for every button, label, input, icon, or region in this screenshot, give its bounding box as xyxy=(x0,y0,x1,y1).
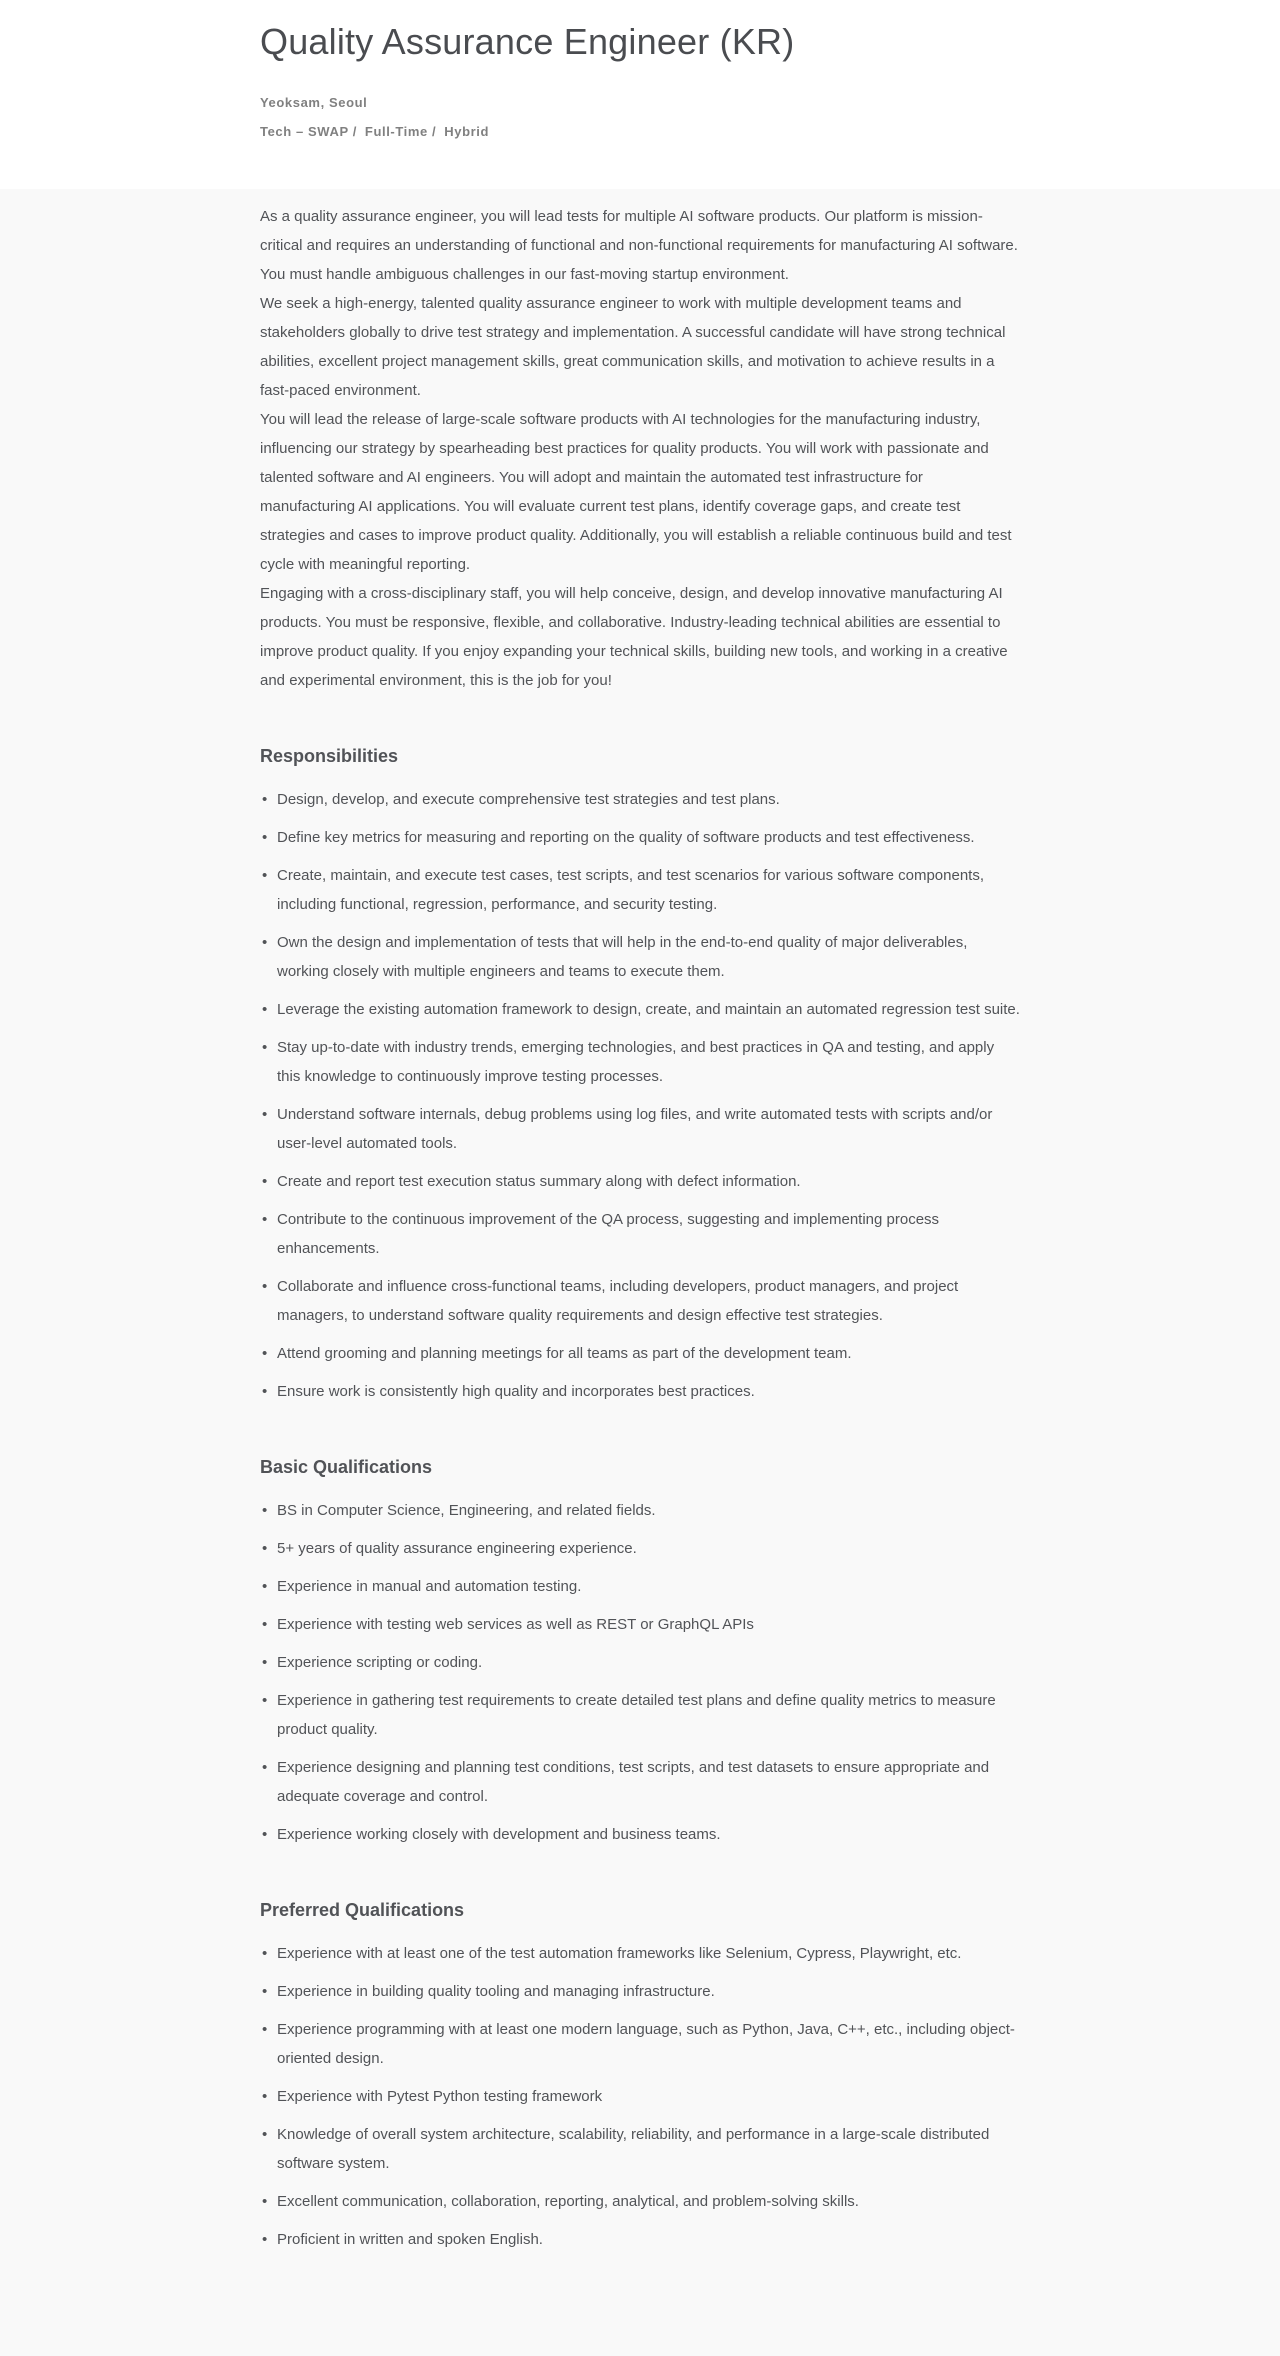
bullet-icon: • xyxy=(262,1502,268,1519)
bullet-icon: • xyxy=(262,1616,268,1633)
bullet-icon: • xyxy=(262,1759,268,1776)
bullet-icon: • xyxy=(262,1578,268,1595)
list-item-text: Knowledge of overall system architecture, scalability, reliability, and performance in a large-scale distributed software system. xyxy=(277,2126,990,2172)
list-item xyxy=(260,1686,1020,1744)
list-item xyxy=(260,1205,1020,1263)
basic-qualifications-section xyxy=(260,1453,1020,1849)
bullet-icon: • xyxy=(262,1001,268,1018)
bullet-icon: • xyxy=(262,2088,268,2105)
list-item-text: Create and report test execution status summary along with defect information. xyxy=(277,1173,801,1190)
list-item xyxy=(260,2225,1020,2254)
preferred-qualifications-section xyxy=(260,1896,1020,2254)
list-item xyxy=(260,2120,1020,2178)
list-item xyxy=(260,1753,1020,1811)
job-description xyxy=(260,202,1020,695)
list-item xyxy=(260,1820,1020,1849)
section-title: Basic Qualifications xyxy=(260,1457,433,1477)
section-title: Responsibilities xyxy=(260,746,399,766)
category-commitment: Full-Time / xyxy=(364,124,437,139)
list-item xyxy=(260,1377,1020,1406)
list-item-text: Define key metrics for measuring and reporting on the quality of software products and test effectiveness. xyxy=(277,829,975,846)
bullet-icon: • xyxy=(262,1278,268,1295)
list-item xyxy=(260,1033,1020,1091)
list-item-text: Experience in manual and automation testing. xyxy=(277,1578,582,1595)
list-item xyxy=(260,1977,1020,2006)
bullet-icon: • xyxy=(262,2231,268,2248)
description-paragraph: As a quality assurance engineer, you will lead tests for multiple AI software products. Our platform is mission-critical and requires an understanding of functional and non-functional requirements for manufacturing AI software. You must handle ambiguous challenges in our fast-moving startup environment. xyxy=(260,208,1018,283)
list-item xyxy=(260,1939,1020,1968)
bullet-icon: • xyxy=(262,1383,268,1400)
list-item-text: Collaborate and influence cross-functional teams, including developers, product managers, and project managers, to understand software quality requirements and design effective test strategies. xyxy=(277,1278,959,1324)
category-team: Tech – SWAP / xyxy=(260,124,357,139)
bullet-icon: • xyxy=(262,1692,268,1709)
list-item-text: Experience designing and planning test conditions, test scripts, and test datasets to ensure appropriate and adequate coverage and control. xyxy=(277,1759,990,1805)
list-item-text: Experience with at least one of the test automation frameworks like Selenium, Cypress, Playwright, etc. xyxy=(277,1945,962,1962)
description-paragraph: Engaging with a cross-disciplinary staff, you will help conceive, design, and develop innovative manufacturing AI products. You must be responsive, flexible, and collaborative. Industry-leading technical abilities are essential to improve product quality. If you enjoy expanding your technical skills, building new tools, and working in a creative and experimental environment, this is the job for you! xyxy=(260,585,1008,689)
description-paragraph: You will lead the release of large-scale software products with AI technologies for the manufacturing industry, influencing our strategy by spearheading best practices for quality products. You will work with passionate and talented software and AI engineers. You will adopt and maintain the automated test infrastructure for manufacturing AI applications. You will evaluate current test plans, identify coverage gaps, and create test strategies and cases to improve product quality. Additionally, you will establish a reliable continuous build and test cycle with meaningful reporting. xyxy=(260,411,1012,573)
list-item xyxy=(260,861,1020,919)
bullet-icon: • xyxy=(262,1345,268,1362)
responsibilities-section xyxy=(260,742,1020,1406)
description-paragraph: We seek a high-energy, talented quality assurance engineer to work with multiple development teams and stakeholders globally to drive test strategy and implementation. A successful candidate will have strong technical abilities, excellent project management skills, great communication skills, and motivation to achieve results in a fast-paced environment. xyxy=(260,295,1006,399)
list-item xyxy=(260,1496,1020,1525)
bullet-icon: • xyxy=(262,2193,268,2210)
bullet-icon: • xyxy=(262,1826,268,1843)
bullet-icon: • xyxy=(262,1540,268,1557)
posting-content xyxy=(0,189,1280,2283)
list-item xyxy=(260,1272,1020,1330)
list-item xyxy=(260,1167,1020,1196)
bullet-icon: • xyxy=(262,1654,268,1671)
list-item xyxy=(260,823,1020,852)
list-item-text: Stay up-to-date with industry trends, emerging technologies, and best practices in QA and testing, and apply this knowledge to continuously improve testing processes. xyxy=(277,1039,995,1085)
section-title: Preferred Qualifications xyxy=(260,1900,465,1920)
list-item-text: Leverage the existing automation framework to design, create, and maintain an automated regression test suite. xyxy=(277,1001,1020,1018)
bullet-icon: • xyxy=(262,829,268,846)
bullet-icon: • xyxy=(262,1106,268,1123)
list-item-text: Experience in building quality tooling and managing infrastructure. xyxy=(277,1983,715,2000)
bullet-icon: • xyxy=(262,1983,268,2000)
list-item-text: Own the design and implementation of tests that will help in the end-to-end quality of major deliverables, working closely with multiple engineers and teams to execute them. xyxy=(277,934,968,980)
list-item-text: Understand software internals, debug problems using log files, and write automated tests with scripts and/or user-level automated tools. xyxy=(277,1106,993,1152)
list-item-text: Attend grooming and planning meetings for all teams as part of the development team. xyxy=(277,1345,852,1362)
job-title: Quality Assurance Engineer (KR) xyxy=(260,21,795,62)
list-item xyxy=(260,1648,1020,1677)
job-categories xyxy=(260,117,1020,146)
bullet-icon: • xyxy=(262,1945,268,1962)
list-item-text: Experience programming with at least one modern language, such as Python, Java, C++, etc., including object-oriented design. xyxy=(277,2021,1015,2067)
preferred-qualifications-list xyxy=(260,1939,1020,2254)
list-item xyxy=(260,2187,1020,2216)
list-item xyxy=(260,2015,1020,2073)
list-item xyxy=(260,2082,1020,2111)
list-item-text: Create, maintain, and execute test cases, test scripts, and test scenarios for various software components, including functional, regression, performance, and security testing. xyxy=(277,867,985,913)
list-item xyxy=(260,1534,1020,1563)
list-item xyxy=(260,995,1020,1024)
bullet-icon: • xyxy=(262,1039,268,1056)
list-item-text: 5+ years of quality assurance engineering experience. xyxy=(277,1540,637,1557)
list-item-text: Experience with testing web services as well as REST or GraphQL APIs xyxy=(277,1616,754,1633)
list-item-text: Experience with Pytest Python testing framework xyxy=(277,2088,603,2105)
list-item-text: Proficient in written and spoken English. xyxy=(277,2231,543,2248)
list-item xyxy=(260,1339,1020,1368)
list-item xyxy=(260,928,1020,986)
basic-qualifications-list xyxy=(260,1496,1020,1849)
list-item-text: Contribute to the continuous improvement of the QA process, suggesting and implementing process enhancements. xyxy=(277,1211,940,1257)
posting-header xyxy=(0,0,1280,189)
job-location: Yeoksam, Seoul xyxy=(260,95,368,110)
list-item-text: Experience scripting or coding. xyxy=(277,1654,483,1671)
list-item xyxy=(260,785,1020,814)
list-item-text: Experience in gathering test requirements to create detailed test plans and define quality metrics to measure product quality. xyxy=(277,1692,996,1738)
bullet-icon: • xyxy=(262,791,268,808)
list-item xyxy=(260,1572,1020,1601)
responsibilities-list xyxy=(260,785,1020,1406)
list-item xyxy=(260,1100,1020,1158)
list-item-text: BS in Computer Science, Engineering, and related fields. xyxy=(277,1502,656,1519)
list-item-text: Excellent communication, collaboration, reporting, analytical, and problem-solving skills. xyxy=(277,2193,859,2210)
list-item-text: Design, develop, and execute comprehensive test strategies and test plans. xyxy=(277,791,780,808)
list-item xyxy=(260,1610,1020,1639)
bullet-icon: • xyxy=(262,2021,268,2038)
bullet-icon: • xyxy=(262,867,268,884)
bullet-icon: • xyxy=(262,1173,268,1190)
list-item-text: Ensure work is consistently high quality and incorporates best practices. xyxy=(277,1383,755,1400)
category-workplace: Hybrid xyxy=(444,124,490,139)
bullet-icon: • xyxy=(262,1211,268,1228)
bullet-icon: • xyxy=(262,2126,268,2143)
bullet-icon: • xyxy=(262,934,268,951)
list-item-text: Experience working closely with development and business teams. xyxy=(277,1826,721,1843)
